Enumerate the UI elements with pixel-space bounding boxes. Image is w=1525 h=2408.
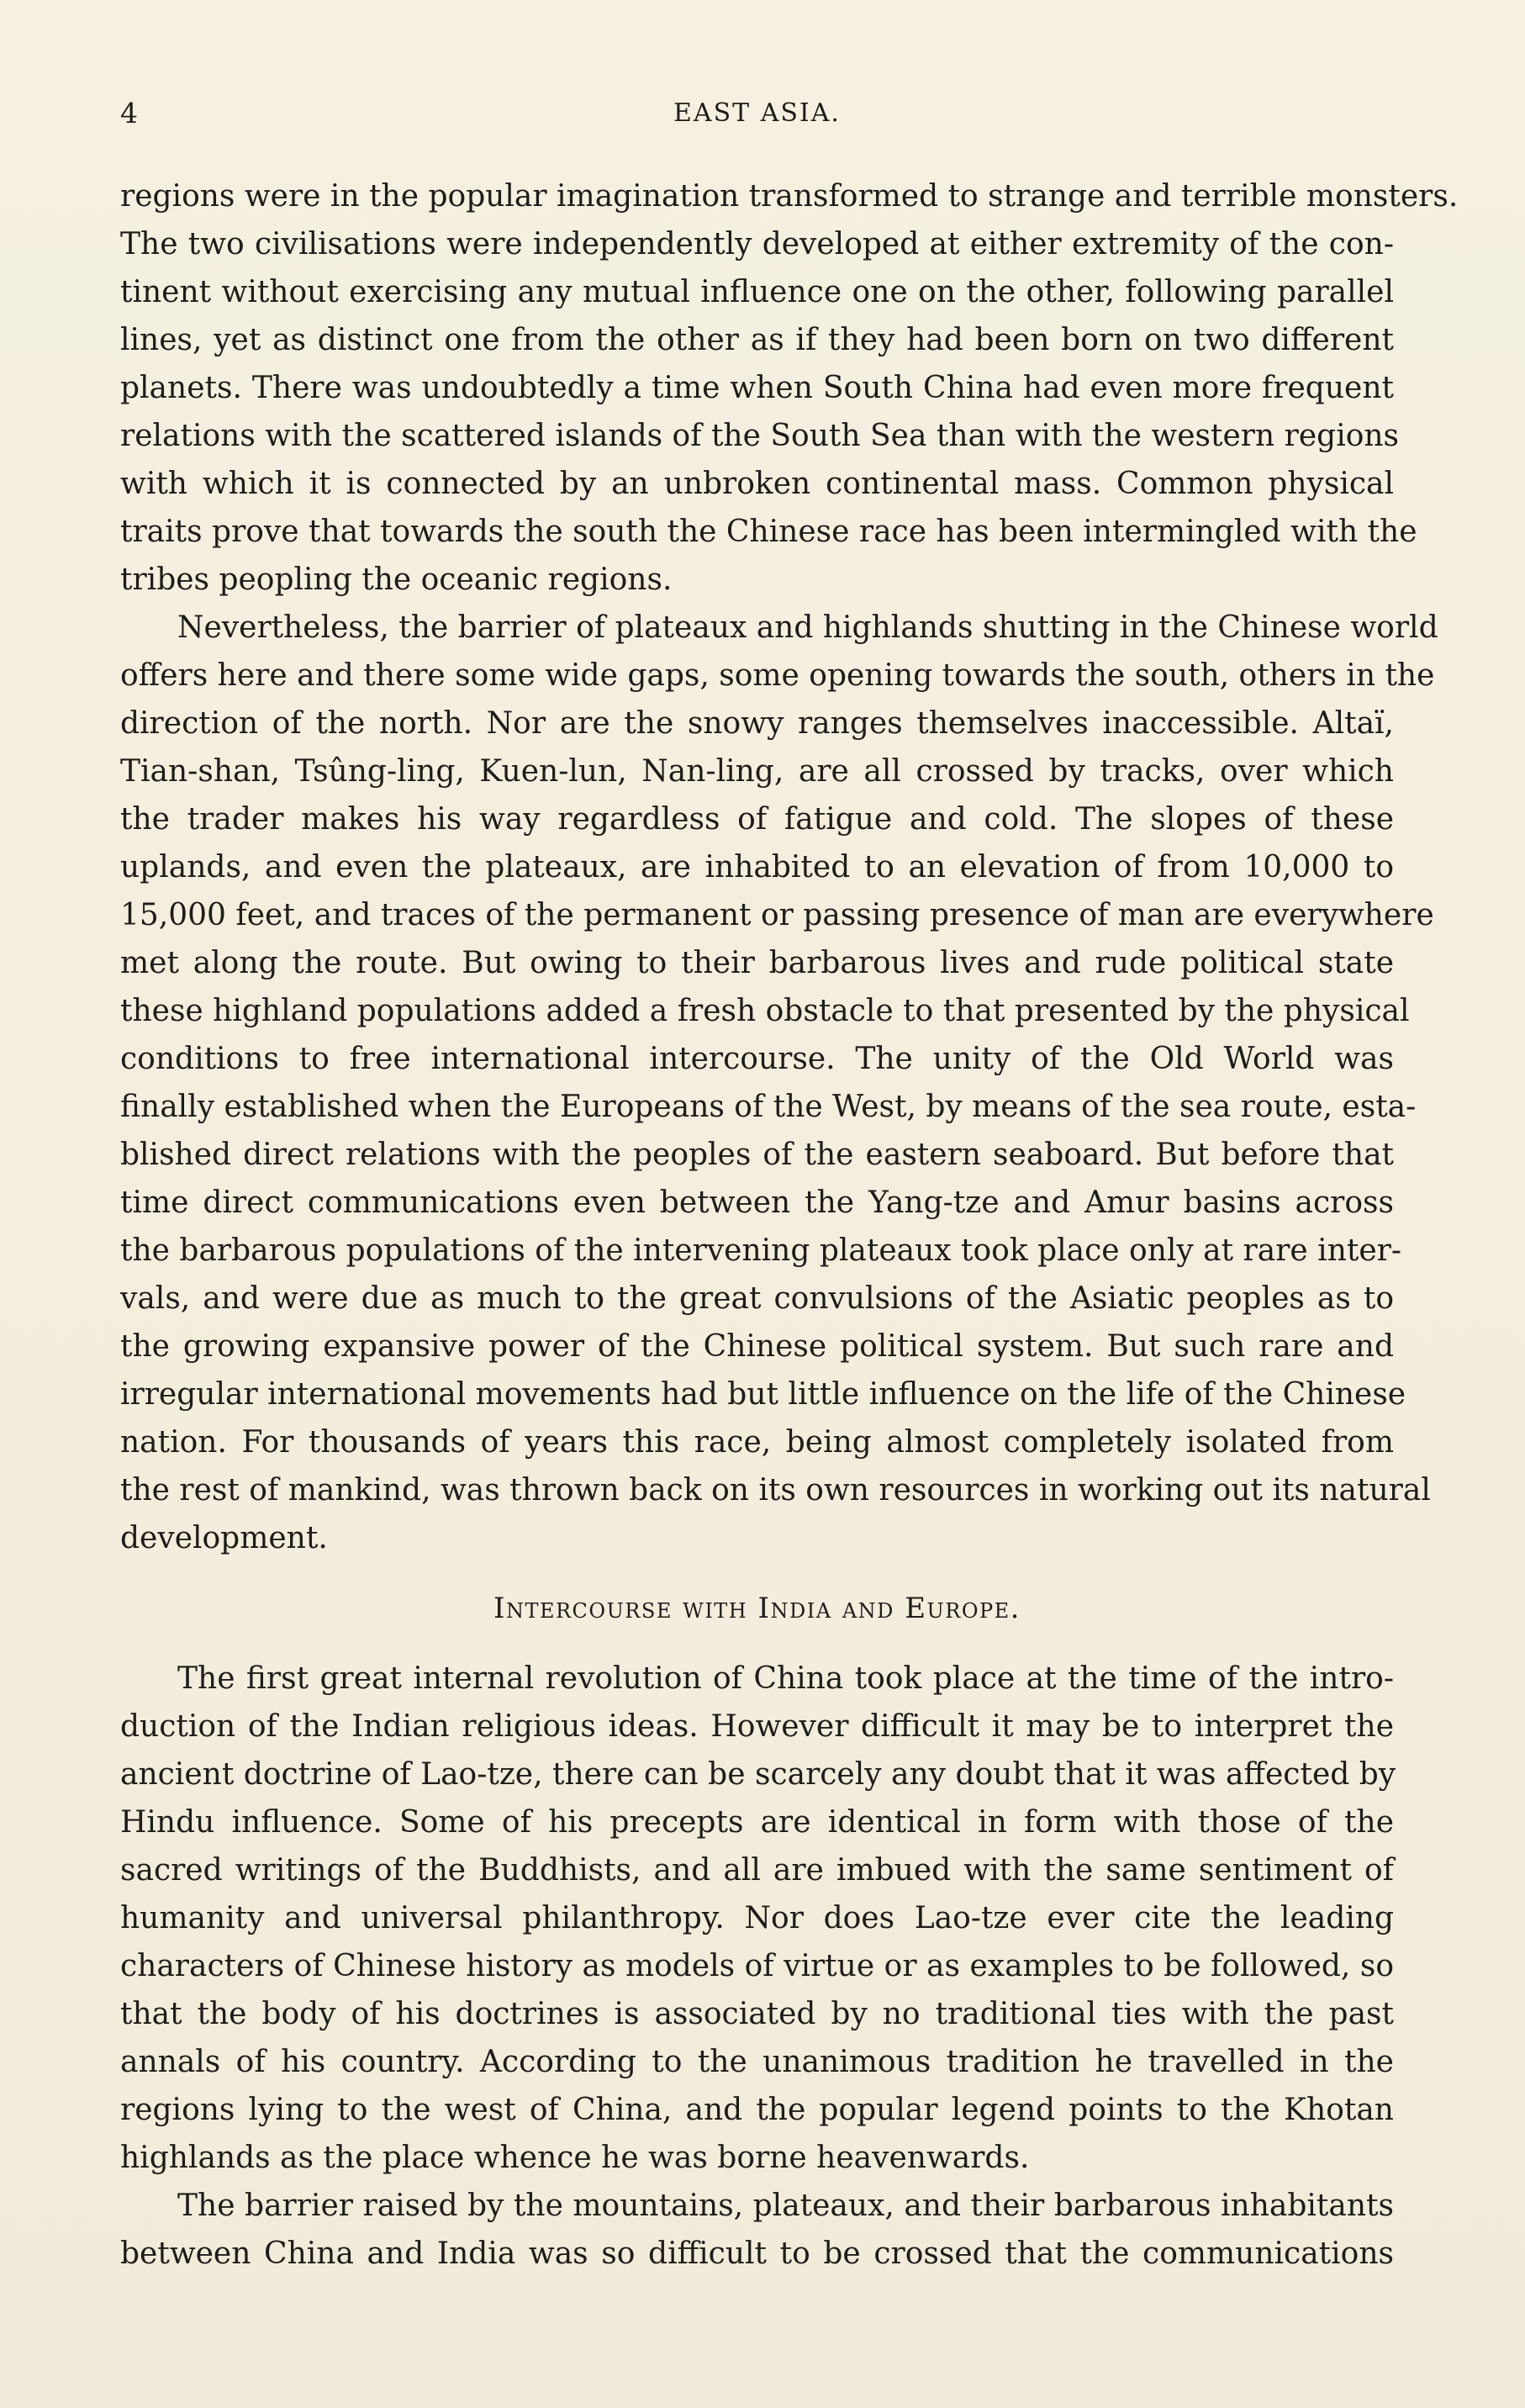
text-line: Nevertheless, the barrier of plateaux and highlands shutting in the Chinese world (177, 610, 1438, 645)
text-line: The barrier raised by the mountains, plateaux, and their barbarous inhabitants (177, 2189, 1394, 2223)
text-line: the barbarous populations of the intervening plateaux took place only at rare inter- (120, 1233, 1402, 1268)
paragraph (120, 172, 1459, 604)
text-line: duction of the Indian religious ideas. However difficult it may be to interpret the (120, 1709, 1394, 1744)
text-line: regions lying to the west of China, and the popular legend points to the Khotan (120, 2093, 1394, 2127)
paragraph (120, 2182, 1394, 2278)
text-line: these highland populations added a fresh obstacle to that presented by the physical (120, 994, 1410, 1028)
text-line: highlands as the place whence he was borne heavenwards. (120, 2141, 1030, 2175)
text-line: with which it is connected by an unbroken continental mass. Common physical (120, 467, 1394, 501)
text-line: relations with the scattered islands of the South Sea than with the western regions (120, 419, 1400, 453)
text-line: time direct communications even between the Yang-tze and Amur basins across (120, 1186, 1394, 1220)
text-line: uplands, and even the plateaux, are inhabited to an elevation of from 10,000 to (120, 850, 1394, 885)
text-line: blished direct relations with the peoples of the eastern seaboard. But before that (120, 1138, 1394, 1172)
text-line: met along the route. But owing to their barbarous lives and rude political state (120, 946, 1394, 980)
text-line: direction of the north. Nor are the snowy ranges themselves inaccessible. Altaï, (120, 706, 1394, 741)
running-head (120, 92, 1394, 135)
text-line: Tian-shan, Tsûng-ling, Kuen-lun, Nan-ling, are all crossed by tracks, over which (120, 754, 1394, 789)
text-line: 15,000 feet, and traces of the permanent or passing presence of man are everywhere (120, 898, 1434, 932)
body-text (120, 172, 1459, 2278)
text-line: humanity and universal philanthropy. Nor does Lao-tze ever cite the leading (120, 1901, 1394, 1935)
text-line: planets. There was undoubtedly a time when South China had even more frequent (120, 371, 1394, 405)
text-line: traits prove that towards the south the Chinese race has been intermingled with the (120, 515, 1417, 549)
text-line: the rest of mankind, was thrown back on its own resources in working out its natural (120, 1473, 1431, 1508)
text-line: the growing expansive power of the Chinese political system. But such rare and (120, 1329, 1394, 1364)
text-line: development. (120, 1521, 328, 1555)
text-line: nation. For thousands of years this race, being almost completely isolated from (120, 1425, 1394, 1460)
text-line: Hindu influence. Some of his precepts are identical in form with those of the (120, 1805, 1394, 1840)
text-line: offers here and there some wide gaps, some opening towards the south, others in the (120, 658, 1435, 693)
text-line: sacred writings of the Buddhists, and all are imbued with the same sentiment of (120, 1853, 1394, 1888)
text-line: The two civilisations were independently developed at either extremity of the con- (120, 227, 1394, 261)
text-line: The first great internal revolution of China took place at the time of the intro- (177, 1661, 1394, 1696)
text-line: ancient doctrine of Lao-tze, there can be scarcely any doubt that it was affected by (120, 1757, 1396, 1792)
text-line: that the body of his doctrines is associated by no traditional ties with the past (120, 1997, 1394, 2031)
text-line: annals of his country. According to the unanimous tradition he travelled in the (120, 2045, 1394, 2079)
text-line: conditions to free international intercourse. The unity of the Old World was (120, 1042, 1394, 1076)
paragraph (120, 1655, 1394, 2182)
text-line: lines, yet as distinct one from the other as if they had been born on two different (120, 323, 1394, 357)
text-line: irregular international movements had but little influence on the life of the Chinese (120, 1377, 1406, 1412)
text-line: regions were in the popular imagination transformed to strange and terrible monsters. (120, 179, 1459, 214)
text-line: tribes peopling the oceanic regions. (120, 562, 673, 597)
running-title: EAST ASIA. (673, 98, 841, 128)
text-line: tinent without exercising any mutual influence one on the other, following parallel (120, 275, 1394, 309)
paragraph (120, 604, 1438, 1562)
page-number: 4 (120, 97, 138, 129)
text-line: between China and India was so difficult to be crossed that the communications (120, 2236, 1394, 2271)
text-line: characters of Chinese history as models of virtue or as examples to be followed, so (120, 1949, 1394, 1983)
section-heading: Intercourse with India and Europe. (493, 1592, 1021, 1625)
text-line: vals, and were due as much to the great convulsions of the Asiatic peoples as to (120, 1281, 1394, 1316)
text-line: finally established when the Europeans of the West, by means of the sea route, esta- (120, 1090, 1417, 1124)
text-line: the trader makes his way regardless of fatigue and cold. The slopes of these (120, 802, 1394, 837)
